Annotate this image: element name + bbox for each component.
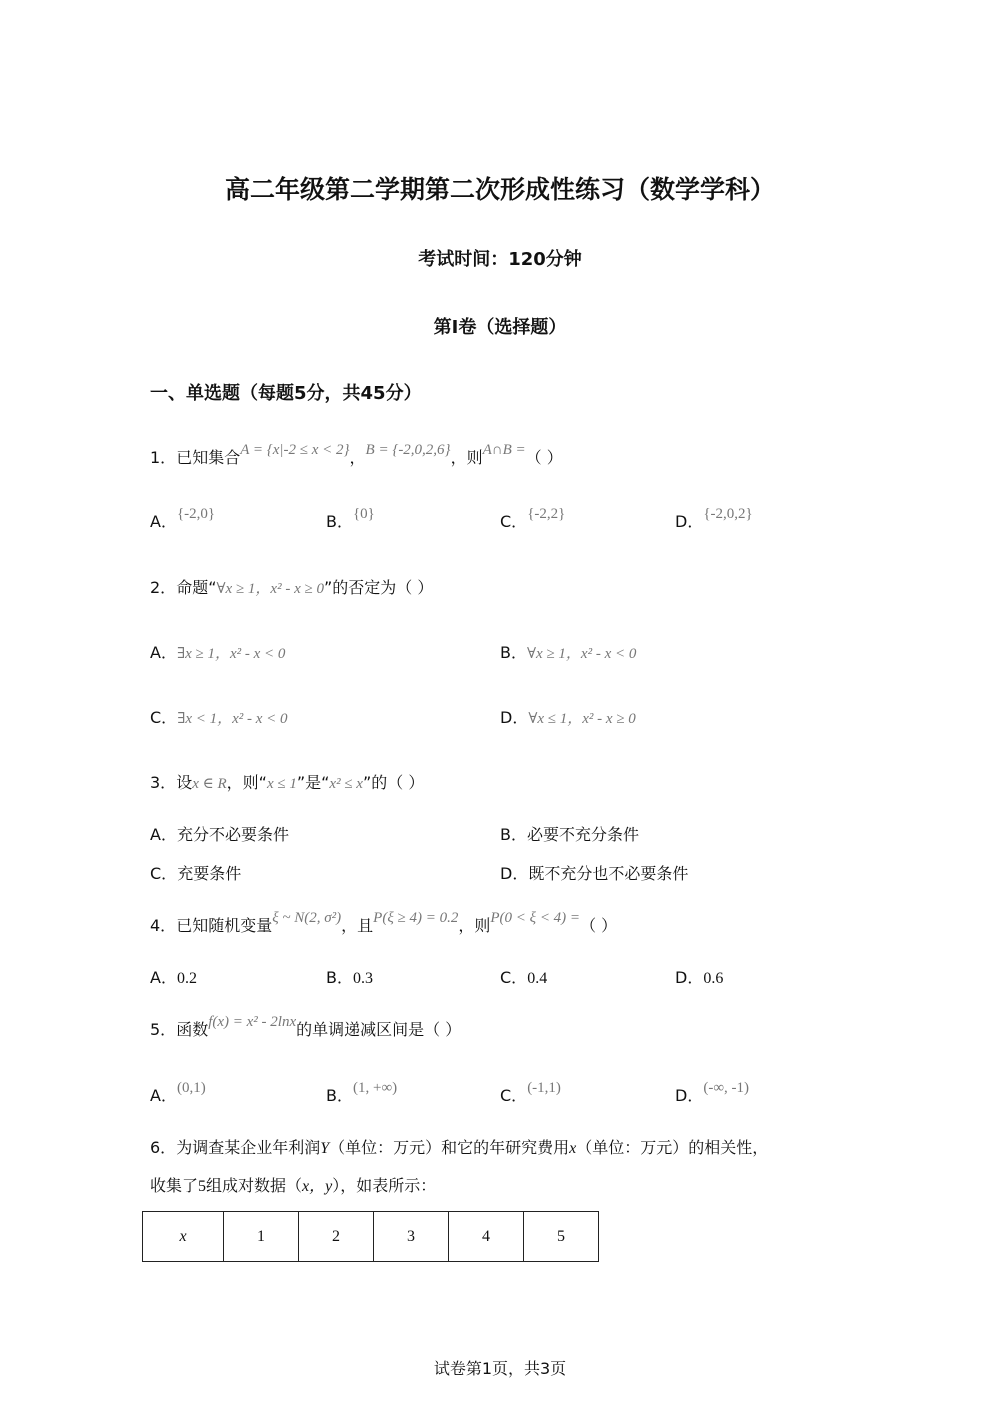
question-text: 为调查某企业年利润 xyxy=(176,1138,321,1157)
question-text: 已知集合 xyxy=(176,448,241,467)
question-5 xyxy=(150,1014,462,1043)
question-4 xyxy=(150,910,618,939)
option-d[interactable] xyxy=(675,506,753,535)
option-d[interactable] xyxy=(675,1080,750,1109)
option-b[interactable] xyxy=(326,966,373,991)
question-number: 5． xyxy=(150,1020,177,1039)
table-cell: 5 xyxy=(524,1212,599,1262)
option-letter: A． xyxy=(150,643,177,662)
question-number: 3． xyxy=(150,773,177,792)
question-3 xyxy=(150,771,424,796)
question-text: 命题“ xyxy=(176,578,217,597)
question-text: 收集了 xyxy=(150,1176,199,1195)
question-2 xyxy=(150,576,433,601)
option-letter: A． xyxy=(150,512,177,531)
question-number: 6． xyxy=(150,1138,177,1157)
question-number: 4． xyxy=(150,916,177,935)
table-cell: 4 xyxy=(449,1212,524,1262)
option-value: {0} xyxy=(352,506,375,522)
option-b[interactable] xyxy=(500,823,639,847)
option-letter: A． xyxy=(150,1086,177,1105)
table-cell: 1 xyxy=(224,1212,299,1262)
probability-formula: P(0 < ξ < 4) = xyxy=(490,910,581,926)
question-text: ”是“ xyxy=(296,773,330,792)
option-letter: C． xyxy=(500,1086,528,1105)
condition-formula: x ≤ 1 xyxy=(266,776,297,792)
page-title: 高二年级第二学期第二次形成性练习（数学学科） xyxy=(224,175,775,204)
question-text: ”的否定为（ ） xyxy=(323,578,434,597)
option-value: ∃x < 1，x² - x < 0 xyxy=(177,711,288,727)
option-letter: C． xyxy=(500,512,528,531)
option-value: ∃x ≥ 1，x² - x < 0 xyxy=(176,646,286,662)
option-letter: D． xyxy=(675,968,704,987)
question-text: ，则 xyxy=(450,448,483,467)
option-value: (1, +∞) xyxy=(352,1080,398,1096)
data-table xyxy=(142,1211,599,1262)
option-c[interactable] xyxy=(500,1080,561,1109)
question-text: 的单调递减区间是（ ） xyxy=(296,1020,462,1039)
option-value: 0.6 xyxy=(703,970,724,987)
option-letter: C． xyxy=(150,708,178,727)
answer-blank: （ ） xyxy=(580,916,618,935)
separator: ， xyxy=(349,448,366,467)
option-value: ∀x ≥ 1，x² - x < 0 xyxy=(526,646,637,662)
option-a[interactable] xyxy=(150,506,216,535)
option-letter: C． xyxy=(150,864,178,883)
option-letter: B． xyxy=(326,968,353,987)
table-cell: 2 xyxy=(299,1212,374,1262)
option-letter: A． xyxy=(150,825,177,844)
question-6-line-2 xyxy=(150,1174,436,1199)
option-c[interactable] xyxy=(150,862,241,886)
question-text: ，则“ xyxy=(226,773,267,792)
section-heading: 一、单选题（每题5分，共45分） xyxy=(150,383,422,404)
question-text: 设 xyxy=(176,773,193,792)
question-1 xyxy=(150,442,563,471)
question-text: ，则 xyxy=(458,916,491,935)
variable-x: x xyxy=(569,1140,577,1157)
option-letter: D． xyxy=(675,1086,704,1105)
option-d[interactable] xyxy=(500,862,688,886)
question-text: ”的（ ） xyxy=(362,773,425,792)
option-value: ∀x ≤ 1，x² - x ≥ 0 xyxy=(528,711,636,727)
option-a[interactable] xyxy=(150,1080,206,1109)
probability-formula: P(ξ ≥ 4) = 0.2 xyxy=(373,910,459,926)
question-text: ），如表所示： xyxy=(332,1176,437,1195)
question-text: 组成对数据（ xyxy=(206,1176,303,1195)
option-value: {-2,0,2} xyxy=(703,506,753,522)
option-value: (-1,1) xyxy=(527,1080,561,1096)
option-letter: C． xyxy=(500,968,528,987)
table-cell: 3 xyxy=(374,1212,449,1262)
option-c[interactable] xyxy=(500,966,547,991)
exam-time: 考试时间：120分钟 xyxy=(418,249,582,270)
option-b[interactable] xyxy=(326,506,375,535)
option-d[interactable] xyxy=(500,706,636,731)
question-text: ，且 xyxy=(341,916,374,935)
set-b-formula: B = {-2,0,2,6} xyxy=(365,442,451,458)
table-row xyxy=(143,1212,599,1262)
option-a[interactable] xyxy=(150,641,285,666)
option-value: 0.4 xyxy=(527,970,548,987)
option-letter: D． xyxy=(500,708,529,727)
option-letter: B． xyxy=(500,825,527,844)
option-value: (-∞, -1) xyxy=(703,1080,750,1096)
pair-variables: x，y xyxy=(302,1178,333,1195)
option-value: 充分不必要条件 xyxy=(176,825,289,844)
page-footer: 试卷第1页，共3页 xyxy=(433,1359,567,1378)
option-b[interactable] xyxy=(326,1080,398,1109)
option-value: 0.3 xyxy=(352,970,373,987)
answer-blank: （ ） xyxy=(525,448,563,467)
option-value: {-2,2} xyxy=(527,506,566,522)
option-a[interactable] xyxy=(150,966,197,991)
option-value: (0,1) xyxy=(176,1080,206,1096)
option-a[interactable] xyxy=(150,823,289,847)
condition-formula: x² ≤ x xyxy=(329,776,363,792)
variable-y: Y xyxy=(320,1140,330,1157)
option-letter: B． xyxy=(326,1086,353,1105)
table-header-cell: x xyxy=(143,1212,224,1262)
option-d[interactable] xyxy=(675,966,723,991)
proposition-formula: ∀x ≥ 1，x² - x ≥ 0 xyxy=(216,581,324,597)
function-formula: f(x) = x² - 2lnx xyxy=(208,1014,297,1030)
option-letter: D． xyxy=(500,864,529,883)
question-text: （单位：万元）和它的年研究费用 xyxy=(329,1138,570,1157)
option-value: 充要条件 xyxy=(177,864,242,883)
volume-heading: 第Ⅰ卷（选择题） xyxy=(433,317,567,338)
option-letter: D． xyxy=(675,512,704,531)
option-value: {-2,0} xyxy=(176,506,216,522)
question-text: （单位：万元）的相关性， xyxy=(576,1138,769,1157)
question-text: 函数 xyxy=(176,1020,209,1039)
distribution-formula: ξ ~ N(2, σ²) xyxy=(272,910,342,926)
option-value: 0.2 xyxy=(176,970,197,987)
set-a-formula: A = {x|-2 ≤ x < 2} xyxy=(240,442,350,458)
option-c[interactable] xyxy=(150,706,288,731)
option-c[interactable] xyxy=(500,506,566,535)
domain-formula: x ∈ R xyxy=(192,776,227,792)
number: 5 xyxy=(198,1178,207,1195)
option-b[interactable] xyxy=(500,641,636,666)
question-number: 1． xyxy=(150,448,177,467)
intersection-formula: A∩B = xyxy=(482,442,526,458)
question-number: 2． xyxy=(150,578,177,597)
option-value: 既不充分也不必要条件 xyxy=(528,864,689,883)
question-6 xyxy=(150,1136,768,1161)
option-letter: B． xyxy=(500,643,527,662)
question-text: 已知随机变量 xyxy=(176,916,273,935)
option-letter: A． xyxy=(150,968,177,987)
option-letter: B． xyxy=(326,512,353,531)
option-value: 必要不充分条件 xyxy=(526,825,639,844)
